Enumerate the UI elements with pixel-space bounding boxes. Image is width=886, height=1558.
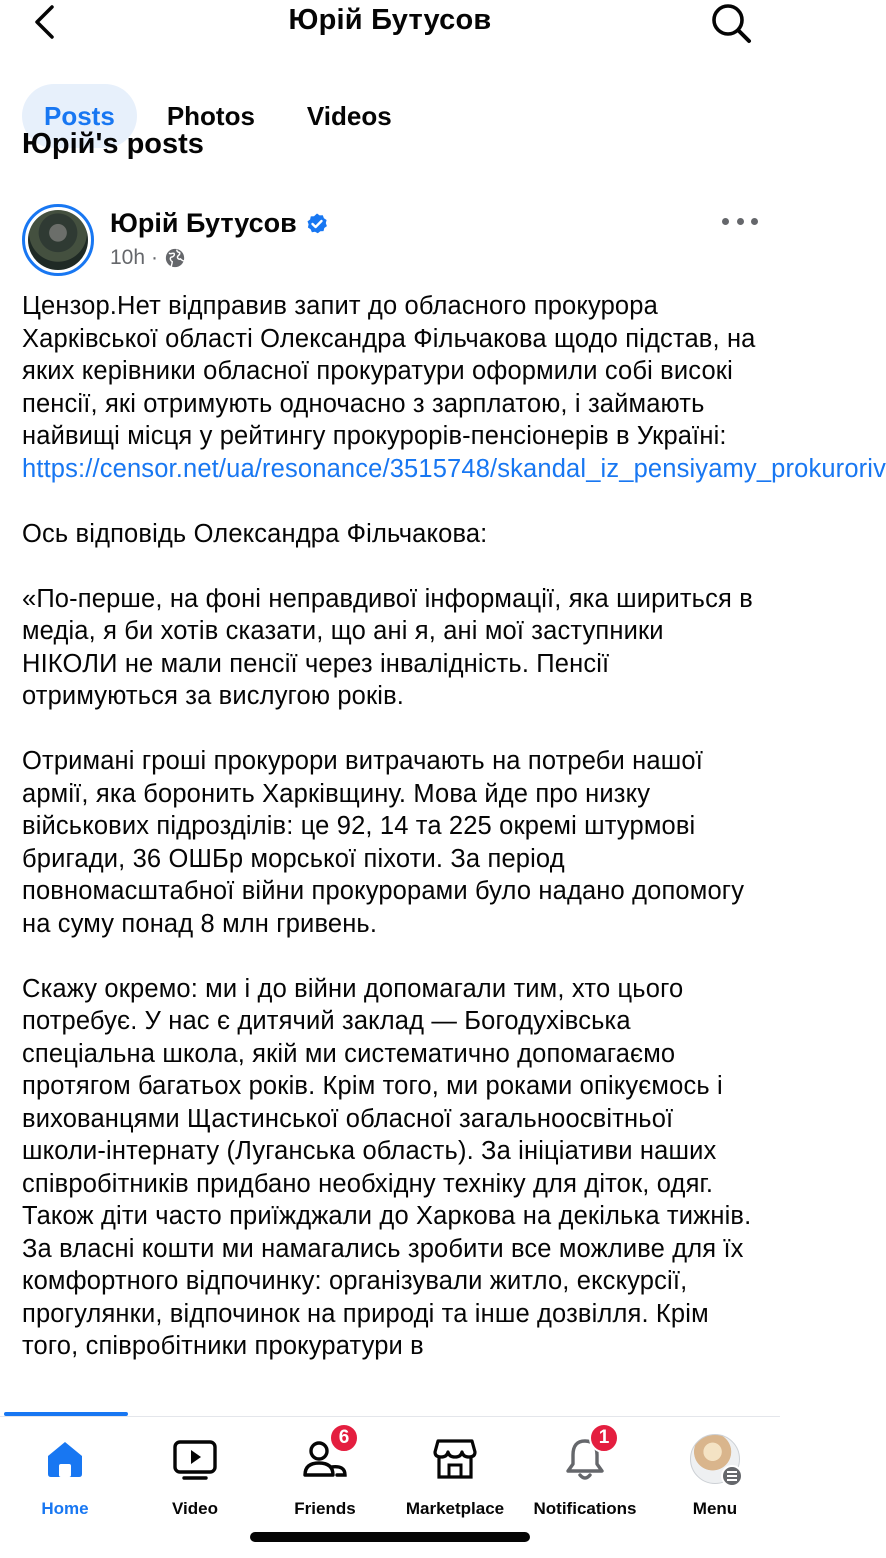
home-indicator — [250, 1532, 530, 1542]
nav-notifications[interactable] — [520, 1427, 650, 1533]
marketplace-icon — [432, 1437, 478, 1481]
menu-lines-icon — [721, 1465, 743, 1487]
author-name[interactable]: Юрій Бутусов — [110, 208, 297, 238]
author-row — [110, 208, 329, 239]
post-time[interactable]: 10h — [110, 246, 146, 269]
search-icon — [710, 2, 752, 44]
profile-avatar — [690, 1434, 740, 1484]
post-paragraph: Отримані гроші прокурори витрачають на потреби нашої армії, яка боронить Харківщину. Мова йде про низку військових підрозділів: це 92, 14 та 225 окремі штурмові бригади, 36 ОШБр морської піхоти. За період повномасштабної війни прокурорами було надано допомогу на суму понад 8 млн гривень. — [22, 747, 745, 938]
friends-badge: 6 — [329, 1423, 359, 1453]
post-options-button[interactable] — [722, 210, 758, 232]
article-link[interactable]: https://censor.net/ua/resonance/3515748/skandal_iz_pensiyamy_prokuroriv — [22, 454, 886, 483]
search-button[interactable] — [708, 0, 754, 46]
author-avatar[interactable] — [22, 204, 94, 276]
video-icon — [172, 1437, 218, 1481]
nav-home-label: Home — [41, 1499, 89, 1518]
tab-videos[interactable]: Videos — [306, 100, 392, 131]
more-dot-icon — [751, 218, 758, 225]
nav-marketplace[interactable] — [390, 1433, 520, 1533]
more-dot-icon — [737, 218, 744, 225]
nav-menu[interactable] — [650, 1433, 780, 1533]
verified-badge-icon — [305, 212, 329, 236]
tab-posts[interactable]: Posts — [22, 84, 137, 148]
section-title: Юрій's posts — [22, 128, 204, 160]
top-bar — [0, 0, 780, 50]
home-icon — [43, 1437, 87, 1481]
nav-marketplace-label: Marketplace — [405, 1499, 505, 1518]
post-meta — [110, 246, 186, 270]
notifications-badge: 1 — [589, 1423, 619, 1453]
nav-friends-label: Friends — [294, 1499, 356, 1518]
nav-video-label: Video — [172, 1499, 218, 1518]
page-title: Юрій Бутусов — [288, 4, 492, 36]
meta-separator: · — [151, 246, 159, 269]
post-header — [22, 204, 758, 276]
nav-notifications-label: Notifications — [533, 1499, 637, 1518]
post-paragraph — [22, 290, 886, 485]
nav-home[interactable] — [0, 1433, 130, 1533]
post-paragraph: Ось відповідь Олександра Фільчакова: — [22, 519, 488, 548]
paragraph-text: Цензор.Нет відправив запит до обласного прокурора Харківської області Олександра Фільчакова щодо підстав, на яких керівники обласної прокуратури оформили собі високі пенсії, які отримують одночасно з зарплатою, і займають найвищі місця у рейтингу прокурорів-пенсіонерів в Україні: — [22, 292, 756, 450]
more-dot-icon — [722, 218, 729, 225]
post-paragraph: «По-перше, на фоні неправдивої інформації, яка шириться в медіа, я би хотів сказати, що ані я, ані мої заступники НІКОЛИ не мали пенсії через інвалідність. Пенсії отримуються за вислугою років. — [22, 584, 753, 710]
globe-icon — [164, 247, 186, 269]
section-title-peek — [22, 128, 422, 172]
nav-menu-label: Menu — [692, 1499, 738, 1518]
tab-photos[interactable]: Photos — [166, 100, 255, 131]
post-paragraph: Скажу окремо: ми і до війни допомагали тим, хто цього потребує. У нас є дитячий заклад — Богодухівська спеціальна школа, якій ми систематично допомагаємо протягом багатьох років. Крім того, ми роками опікуємось і вихованцями Щастинської обласної загальноосвітньої школи-інтернату (Луганська область). За ініціативи наших співробітників придбано необхідну техніку для діток, одяг. Також діти часто приїжджали до Харкова на декілька тижнів. За власні кошти ми намагались зробити все можливе для їх комфортного відпочинку: організували житло, екскурсії, прогулянки, відпочинок на природі та інше дозвілля. Крім того, співробітники прокуратури в — [22, 974, 752, 1360]
nav-friends[interactable] — [260, 1427, 390, 1533]
nav-video[interactable] — [130, 1433, 260, 1533]
post-text — [22, 290, 886, 1418]
